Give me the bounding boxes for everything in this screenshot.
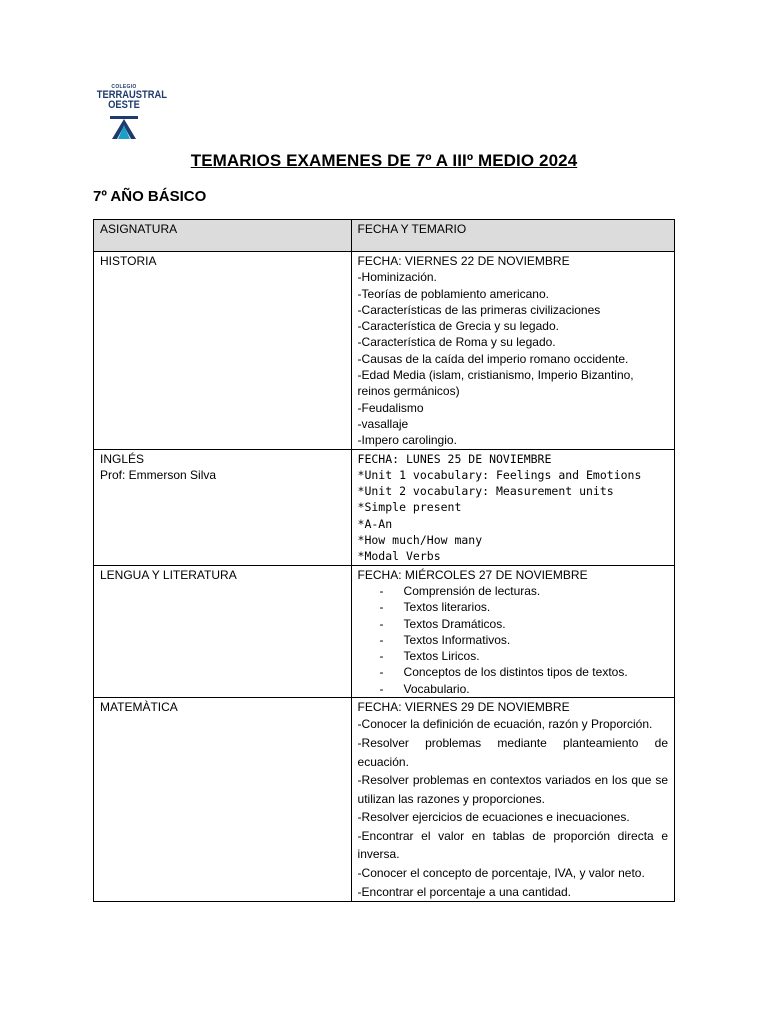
topic-item: -Conocer el concepto de porcentaje, IVA, y valor neto. xyxy=(357,866,645,881)
subject-cell xyxy=(94,698,352,902)
subject-cell xyxy=(94,565,352,697)
topic-item: *How much/How many xyxy=(357,533,483,548)
list-item: - Textos Liricos. xyxy=(380,648,668,664)
exam-schedule-table xyxy=(93,219,675,902)
topic-item: -Característica de Roma y su legado. xyxy=(357,335,556,350)
topic-item: -Característica de Grecia y su legado. xyxy=(357,319,559,334)
topic-item: -Impero carolingio. xyxy=(357,433,457,448)
topic-item: *Unit 2 vocabulary: Measurement units xyxy=(357,484,614,499)
topic-list xyxy=(358,583,668,697)
topic-item: *Modal Verbs xyxy=(357,549,441,564)
table-row xyxy=(94,252,675,450)
subject-name: MATEMÀTICA xyxy=(100,700,178,715)
exam-date: FECHA: LUNES 25 DE NOVIEMBRE xyxy=(357,451,552,466)
topic-item: -Feudalismo xyxy=(357,400,424,415)
header-subject: ASIGNATURA xyxy=(94,220,352,252)
exam-date: FECHA: MIÉRCOLES 27 DE NOVIEMBRE xyxy=(357,567,588,582)
list-item: - Textos Informativos. xyxy=(380,632,668,648)
topic-item: -Edad Media (islam, cristianismo, Imperio Bizantino, reinos germánicos) xyxy=(357,368,634,399)
subject-name: HISTORIA xyxy=(100,254,157,268)
topic-item: -Teorías de poblamiento americano. xyxy=(357,286,549,301)
list-item: - Textos Dramáticos. xyxy=(380,616,668,632)
topic-item: -Características de las primeras civilizaciones xyxy=(357,302,601,317)
table-row xyxy=(94,449,675,565)
logo-line2: OESTE xyxy=(108,99,140,111)
topic-item: -Encontrar el porcentaje a una cantidad. xyxy=(357,884,571,899)
exam-date: FECHA: VIERNES 29 DE NOVIEMBRE xyxy=(357,700,570,715)
list-item: - Conceptos de los distintos tipos de textos. xyxy=(380,664,668,680)
topic-item: -Resolver problemas en contextos variados en los que se utilizan las razones y proporciones. xyxy=(357,773,668,806)
topic-item: -Encontrar el valor en tablas de proporción directa e inversa. xyxy=(357,828,668,862)
topic-item: -vasallaje xyxy=(357,416,409,431)
table-row xyxy=(94,698,675,902)
subject-name: INGLÉS xyxy=(100,451,145,466)
topic-item: -Causas de la caída del imperio romano occidente. xyxy=(357,351,629,366)
page-title: TEMARIOS EXAMENES DE 7º A IIIº MEDIO 2024 xyxy=(190,151,578,170)
list-item: - Vocabulario. xyxy=(380,681,668,697)
exam-date: FECHA: VIERNES 22 DE NOVIEMBRE xyxy=(357,254,570,268)
topics-cell xyxy=(351,698,674,902)
topic-item: *Simple present xyxy=(357,500,462,515)
logo-mark-icon xyxy=(108,114,140,140)
topics-cell xyxy=(351,449,674,565)
logo-small-text: COLEGIO xyxy=(111,84,137,90)
table-header-row xyxy=(94,220,675,252)
teacher-name: Prof: Emmerson Silva xyxy=(100,467,217,482)
topic-item: -Conocer la definición de ecuación, razón y Proporción. xyxy=(357,717,653,732)
school-logo xyxy=(92,84,167,142)
subject-name: LENGUA Y LITERATURA xyxy=(100,567,237,582)
topic-item: -Resolver ejercicios de ecuaciones e inecuaciones. xyxy=(357,810,630,825)
list-item: - Comprensión de lecturas. xyxy=(380,583,668,599)
logo-line1: TERRAUSTRAL xyxy=(96,89,167,101)
header-date-topics: FECHA Y TEMARIO xyxy=(351,220,674,252)
section-title: 7º AÑO BÁSICO xyxy=(93,188,207,205)
subject-cell xyxy=(94,252,352,450)
topic-item: -Hominización. xyxy=(357,270,437,285)
topics-cell xyxy=(351,252,674,450)
topic-item: -Resolver problemas mediante planteamiento de ecuación. xyxy=(357,735,668,769)
topic-item: *Unit 1 vocabulary: Feelings and Emotions xyxy=(357,467,642,482)
list-item: - Textos literarios. xyxy=(380,599,668,615)
table-row xyxy=(94,565,675,697)
topic-item: *A-An xyxy=(357,516,393,531)
topics-cell xyxy=(351,565,674,697)
subject-cell xyxy=(94,449,352,565)
